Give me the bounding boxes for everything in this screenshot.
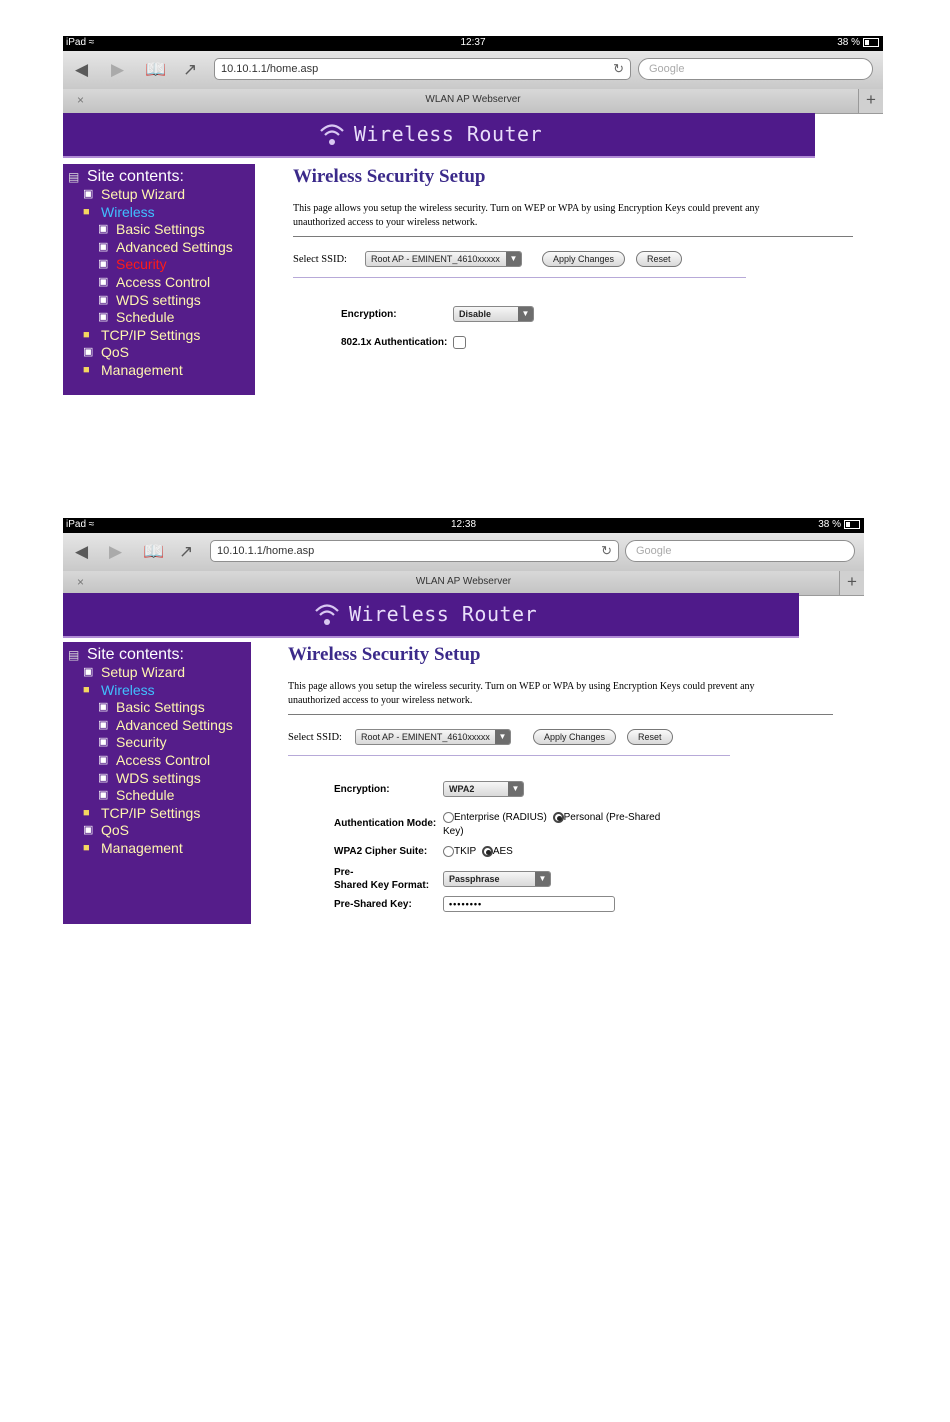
psk-label: Pre-Shared Key: [334,898,412,910]
sidebar-item-basic-settings[interactable]: ▣ Basic Settings [98,221,205,238]
tab-bar [63,89,883,114]
wifi-status-icon: ≈ [88,37,95,48]
cipher-tkip-label: TKIP [454,846,477,858]
psk-format-row [334,866,551,892]
search-placeholder: Google [636,545,672,557]
document-icon: ▣ [98,789,109,802]
router-banner [63,113,815,158]
psk-row [334,896,615,912]
reset-button[interactable]: Reset [636,251,682,267]
security-setup-content [293,166,853,278]
encryption-row [341,306,534,322]
sidebar-item-advanced-settings[interactable]: ▣ Advanced Settings [98,238,233,255]
auth-mode-options [443,811,668,839]
cipher-aes-radio[interactable] [482,846,493,857]
sidebar-item-wireless[interactable]: ■ Wireless [83,681,155,698]
sidebar-item-qos[interactable]: ▣ QoS [83,822,130,839]
sidebar-item-wds-settings[interactable]: ▣ WDS settings [98,291,201,308]
document-icon: ▣ [83,666,94,678]
document-icon: ▣ [98,275,109,288]
dropdown-arrow-icon: ▼ [535,872,550,886]
wifi-logo-icon [318,120,346,148]
document-icon: ▣ [98,293,109,306]
sidebar-item-management[interactable]: ■ Management [83,361,183,378]
folder-open-icon: ■ [83,683,90,696]
dropdown-arrow-icon: ▼ [508,782,523,796]
battery-indicator: 38 % [837,37,879,48]
new-tab-button[interactable]: + [839,571,864,595]
wifi-logo-icon [313,600,341,628]
url-field[interactable] [210,540,619,562]
apply-changes-button[interactable]: Apply Changes [542,251,625,267]
computer-icon: ▤ [68,648,80,662]
reload-icon[interactable]: ↻ [601,543,612,558]
reset-button[interactable]: Reset [627,729,673,745]
tab-title[interactable]: WLAN AP Webserver [425,94,521,105]
forward-icon[interactable]: ▶ [109,542,123,561]
bookmarks-icon[interactable]: 📖 [143,542,165,561]
document-icon: ▣ [83,188,94,200]
battery-indicator: 38 % [818,519,860,530]
ssid-row [293,249,853,269]
bookmarks-icon[interactable]: 📖 [145,60,167,79]
encryption-row [334,781,524,797]
cipher-aes-label: AES [492,846,513,858]
page-title: Wireless Security Setup [288,644,481,665]
url-text: 10.10.1.1/home.asp [217,545,315,557]
encryption-label: Encryption: [341,308,397,320]
sidebar-item-basic-settings[interactable]: ▣ Basic Settings [98,699,205,716]
status-bar [63,36,883,51]
sidebar-root: ▤ Site contents: [68,168,184,185]
folder-icon: ■ [83,328,90,341]
sidebar-item-qos[interactable]: ▣ QoS [83,344,130,361]
sidebar-item-access-control[interactable]: ▣ Access Control [98,751,211,768]
auth-enterprise-label: Enterprise (RADIUS) [454,812,547,823]
url-text: 10.10.1.1/home.asp [221,63,319,75]
auth-personal-label-cont: Key) [443,826,464,837]
browser-toolbar [63,51,883,90]
encryption-label: Encryption: [334,783,390,795]
close-tab-icon[interactable]: × [77,93,85,107]
divider [288,755,730,756]
psk-input[interactable]: •••••••• [443,896,615,912]
browser-toolbar [63,533,864,572]
router-banner [63,593,799,638]
battery-icon [863,38,879,47]
dropdown-arrow-icon: ▼ [495,730,510,744]
share-icon[interactable]: ↗ [183,60,198,79]
page-title: Wireless Security Setup [293,166,486,187]
device-label: iPad ≈ [66,37,95,48]
search-field[interactable] [638,58,873,80]
device-label: iPad ≈ [66,519,95,530]
ssid-label: Select SSID: [288,731,342,743]
wifi-status-icon: ≈ [88,519,95,530]
divider [293,277,746,278]
sidebar-item-wds-settings[interactable]: ▣ WDS settings [98,769,201,786]
share-icon[interactable]: ↗ [179,542,194,561]
document-icon: ▣ [98,311,109,324]
psk-format-label: Pre- Shared Key Format: [334,867,430,891]
divider [293,236,853,237]
sidebar-item-setup-wizard[interactable]: ▣ Setup Wizard [83,664,186,680]
document-icon: ▣ [98,701,109,714]
ssid-label: Select SSID: [293,253,347,265]
cipher-suite-row [334,846,513,857]
document-icon: ▣ [98,240,109,253]
psk-format-select[interactable]: Passphrase ▼ [443,871,551,887]
sidebar-item-management[interactable]: ■ Management [83,839,183,856]
apply-changes-button[interactable]: Apply Changes [533,729,616,745]
auth-8021x-checkbox[interactable] [453,336,466,349]
document-icon: ▣ [98,223,109,236]
encryption-select[interactable]: WPA2 ▼ [443,781,524,797]
sidebar-item-access-control[interactable]: ▣ Access Control [98,273,211,290]
auth-mode-label: Authentication Mode: [334,818,437,829]
tab-title[interactable]: WLAN AP Webserver [415,576,512,587]
clock: 12:38 [450,519,477,530]
ssid-row [288,727,833,747]
document-icon: ▣ [98,736,109,749]
auth-mode-row [334,811,668,839]
new-tab-button[interactable]: + [858,89,883,113]
site-contents-sidebar [63,642,251,924]
sidebar-item-wireless[interactable]: ■ Wireless [83,203,155,220]
sidebar-item-advanced-settings[interactable]: ▣ Advanced Settings [98,716,233,733]
forward-icon[interactable]: ▶ [111,60,125,79]
computer-icon: ▤ [68,170,80,184]
document-icon: ▣ [83,346,94,359]
dropdown-arrow-icon: ▼ [506,252,521,266]
sidebar-item-tcpip-settings[interactable]: ■ TCP/IP Settings [83,326,201,343]
search-placeholder: Google [649,63,685,75]
auth-8021x-row [341,336,466,349]
sidebar-item-tcpip-settings[interactable]: ■ TCP/IP Settings [83,804,201,821]
divider [288,714,833,715]
document-icon: ▣ [98,718,109,731]
site-contents-sidebar [63,164,255,395]
sidebar-item-security[interactable]: ▣ Security [98,734,167,751]
security-setup-content [288,644,833,756]
auth-8021x-label: 802.1x Authentication: [341,337,448,348]
url-field[interactable] [214,58,631,80]
document-icon: ▣ [98,771,109,784]
sidebar-item-schedule[interactable]: ▣ Schedule [98,309,175,326]
reload-icon[interactable]: ↻ [613,61,624,76]
sidebar-item-setup-wizard[interactable]: ▣ Setup Wizard [83,186,186,202]
document-icon: ▣ [98,258,109,271]
encryption-select[interactable]: Disable ▼ [453,306,534,322]
clock: 12:37 [460,37,486,48]
page-description: This page allows you setup the wireless security. Turn on WEP or WPA by using Encryption Keys could prevent any unauthorized access to your wireless network. [288,681,755,706]
search-field[interactable] [625,540,855,562]
cipher-tkip-radio[interactable] [443,846,454,857]
ssid-select[interactable]: Root AP - EMINENT_4610xxxxx ▼ [355,729,511,745]
folder-icon: ■ [83,841,90,854]
folder-icon: ■ [83,363,90,376]
sidebar-item-schedule[interactable]: ▣ Schedule [98,787,175,804]
sidebar-root: ▤ Site contents: [68,646,184,663]
back-icon[interactable]: ◀ [75,542,89,561]
status-bar [63,518,864,533]
screenshot-1 [63,36,883,396]
close-tab-icon[interactable]: × [77,575,85,589]
page-description: This page allows you setup the wireless security. Turn on WEP or WPA by using Encryption Keys could prevent any unauthorized access to your wireless network. [293,203,760,228]
auth-enterprise-radio[interactable] [443,812,454,823]
auth-personal-radio[interactable] [553,812,564,823]
document-icon: ▣ [98,753,109,766]
dropdown-arrow-icon: ▼ [518,307,533,321]
back-icon[interactable]: ◀ [75,60,89,79]
ssid-select[interactable]: Root AP - EMINENT_4610xxxxx ▼ [365,251,522,267]
folder-open-icon: ■ [83,205,90,218]
battery-icon [844,520,860,529]
document-icon: ▣ [83,824,94,837]
screenshot-2 [63,518,864,924]
cipher-suite-label: WPA2 Cipher Suite: [334,846,428,858]
sidebar-item-security[interactable]: ▣ Security [98,256,167,273]
banner-title: Wireless Router [354,122,543,146]
banner-title: Wireless Router [349,602,538,626]
auth-personal-label: Personal (Pre-Shared [563,812,661,823]
folder-icon: ■ [83,806,90,819]
